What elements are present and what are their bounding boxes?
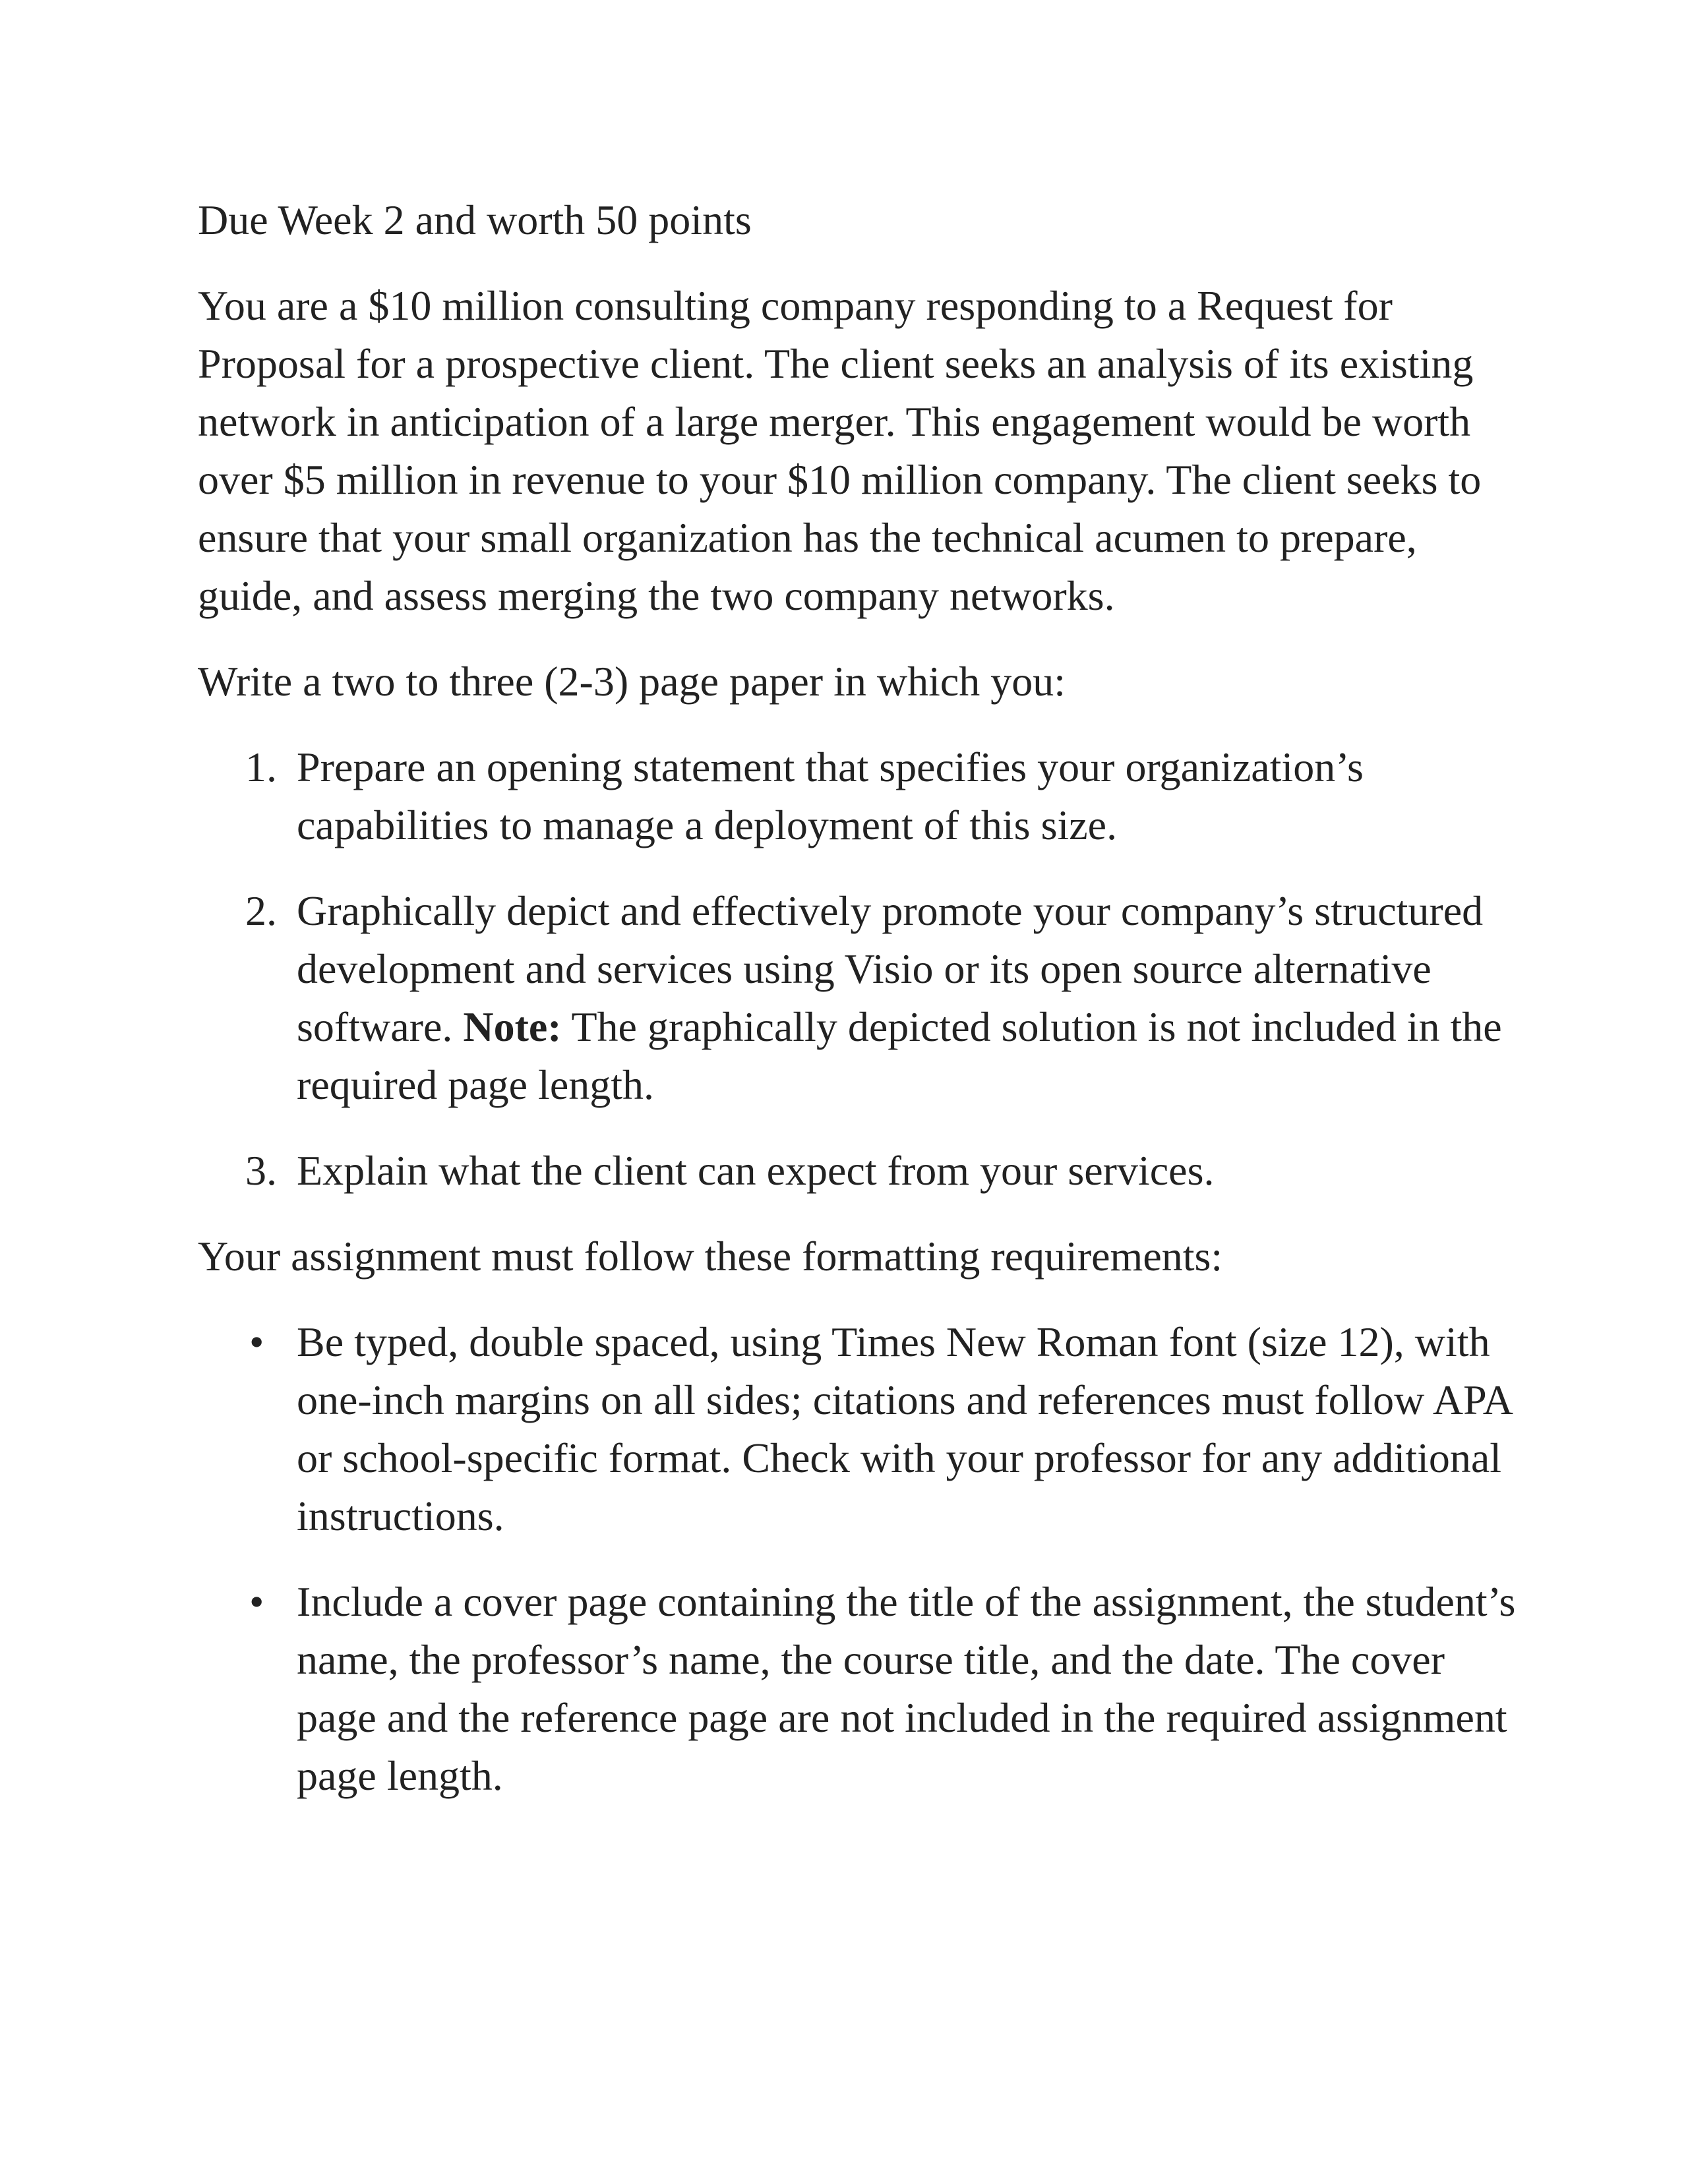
intro-paragraph: You are a $10 million consulting company responding to a Request for Proposal for a prospective client. The client seeks an analysis of its existing network in anticipation of a large merger. This engagement would be worth over $5 million in revenue to your $10 million company. The client seeks to ensure that your small organization has the technical acumen to prepare, guide, and assess merging the two company networks. (198, 282, 1482, 619)
requirement-text: Include a cover page containing the title of the assignment, the student’s name, the professor’s name, the course title, and the date. The cover page and the reference page are not included in the required assignment page length. (297, 1578, 1516, 1799)
due-line: Due Week 2 and worth 50 points (198, 196, 752, 243)
bullet-icon: • (249, 1578, 264, 1625)
task-item-3 (198, 1142, 1517, 1200)
list-number: 1. (245, 744, 277, 790)
task-text: Prepare an opening statement that specifies your organization’s capabilities to manage a deployment of this size. (297, 744, 1364, 848)
note-text: The graphically depicted solution is not included in the required page length. (297, 1003, 1502, 1108)
requirements-list (198, 1313, 1517, 1805)
list-number: 2. (245, 887, 277, 934)
task-list (198, 738, 1517, 1200)
task-item-1 (198, 738, 1517, 854)
format-intro: Your assignment must follow these formatting requirements: (198, 1233, 1223, 1280)
task-text: Graphically depict and effectively promote your company’s structured development and services using Visio or its open source alternative software. (297, 887, 1484, 1050)
task-text: Explain what the client can expect from your services. (297, 1147, 1215, 1194)
requirement-text: Be typed, double spaced, using Times New Roman font (size 12), with one-inch margins on all sides; citations and references must follow APA or school-specific format. Check with your professor for any additional instructions. (297, 1318, 1511, 1539)
task-item-2 (198, 882, 1517, 1114)
note-label: Note: (463, 1003, 562, 1050)
requirement-item-2 (198, 1573, 1517, 1805)
document-body (198, 191, 1517, 1833)
bullet-icon: • (249, 1318, 264, 1365)
requirement-item-1 (198, 1313, 1517, 1545)
task-intro: Write a two to three (2-3) page paper in which you: (198, 658, 1066, 705)
list-number: 3. (245, 1147, 277, 1194)
